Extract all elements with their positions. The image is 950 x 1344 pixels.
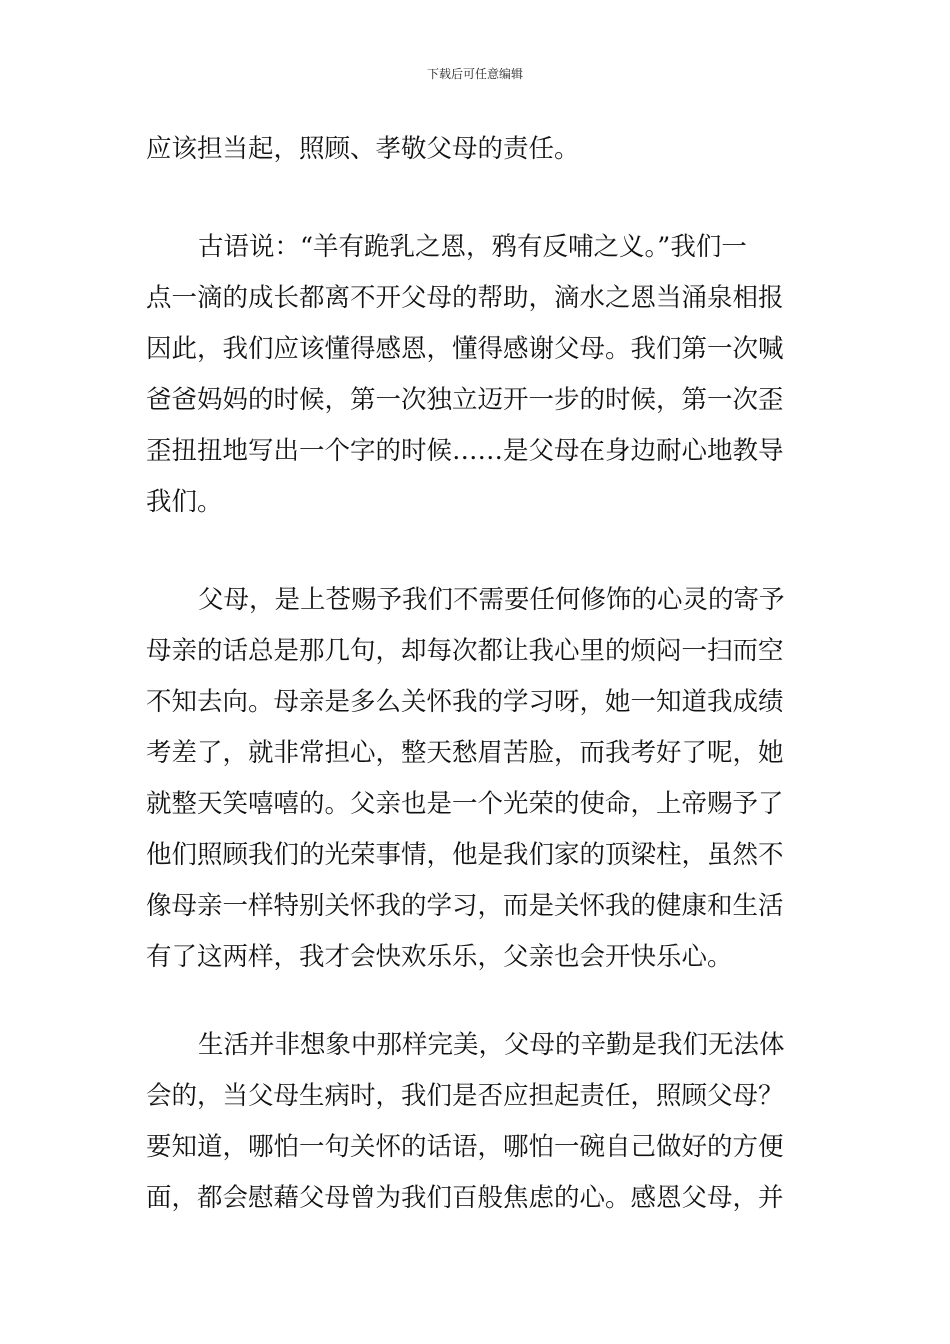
paragraph-line: 生活并非想象中那样完美，父母的辛勤是我们无法体 — [198, 1030, 785, 1060]
paragraph-line: 他们照顾我们的光荣事情，他是我们家的顶梁柱，虽然不 — [146, 840, 784, 870]
page-header: 下载后可任意编辑 — [426, 67, 523, 81]
paragraph-2 — [146, 222, 806, 528]
paragraph-line: 点一滴的成长都离不开父母的帮助，滴水之恩当涌泉相报 — [146, 283, 784, 313]
paragraph-line: 会的，当父母生病时，我们是否应担起责任，照顾父母？ — [146, 1081, 784, 1111]
paragraph-line: 面，都会慰藉父母曾为我们百般焦虑的心。感恩父母，并 — [146, 1183, 784, 1213]
paragraph-line: 我们。 — [146, 487, 223, 517]
paragraph-line: 母亲的话总是那几句，却每次都让我心里的烦闷一扫而空 — [146, 636, 784, 666]
paragraph-line: 考差了，就非常担心，整天愁眉苦脸，而我考好了呢，她 — [146, 738, 784, 768]
paragraph-line: 因此，我们应该懂得感恩，懂得感谢父母。我们第一次喊 — [146, 334, 784, 364]
paragraph-line: 不知去向。母亲是多么关怀我的学习呀，她一知道我成绩 — [146, 687, 784, 717]
paragraph-line: 爸爸妈妈的时候，第一次独立迈开一步的时候，第一次歪 — [146, 385, 784, 415]
paragraph-4 — [146, 1020, 806, 1224]
paragraph-line: 有了这两样，我才会快欢乐乐，父亲也会开快乐心。 — [146, 942, 733, 972]
paragraph-1 — [146, 124, 806, 175]
paragraph-line: 就整天笑嘻嘻的。父亲也是一个光荣的使命，上帝赐予了 — [146, 789, 784, 819]
paragraph-line: 要知道，哪怕一句关怀的话语，哪怕一碗自己做好的方便 — [146, 1132, 784, 1162]
paragraph-line: 古语说：“羊有跪乳之恩，鸦有反哺之义。”我们一 — [198, 232, 747, 262]
paragraph-line: 父母，是上苍赐予我们不需要任何修饰的心灵的寄予 — [198, 585, 785, 615]
paragraph-line: 像母亲一样特别关怀我的学习，而是关怀我的健康和生活 — [146, 891, 784, 921]
paragraph-3 — [146, 575, 806, 983]
paragraph-line: 应该担当起，照顾、孝敬父母的责任。 — [146, 134, 580, 164]
paragraph-line: 歪扭扭地写出一个字的时候……是父母在身边耐心地教导 — [146, 436, 784, 466]
